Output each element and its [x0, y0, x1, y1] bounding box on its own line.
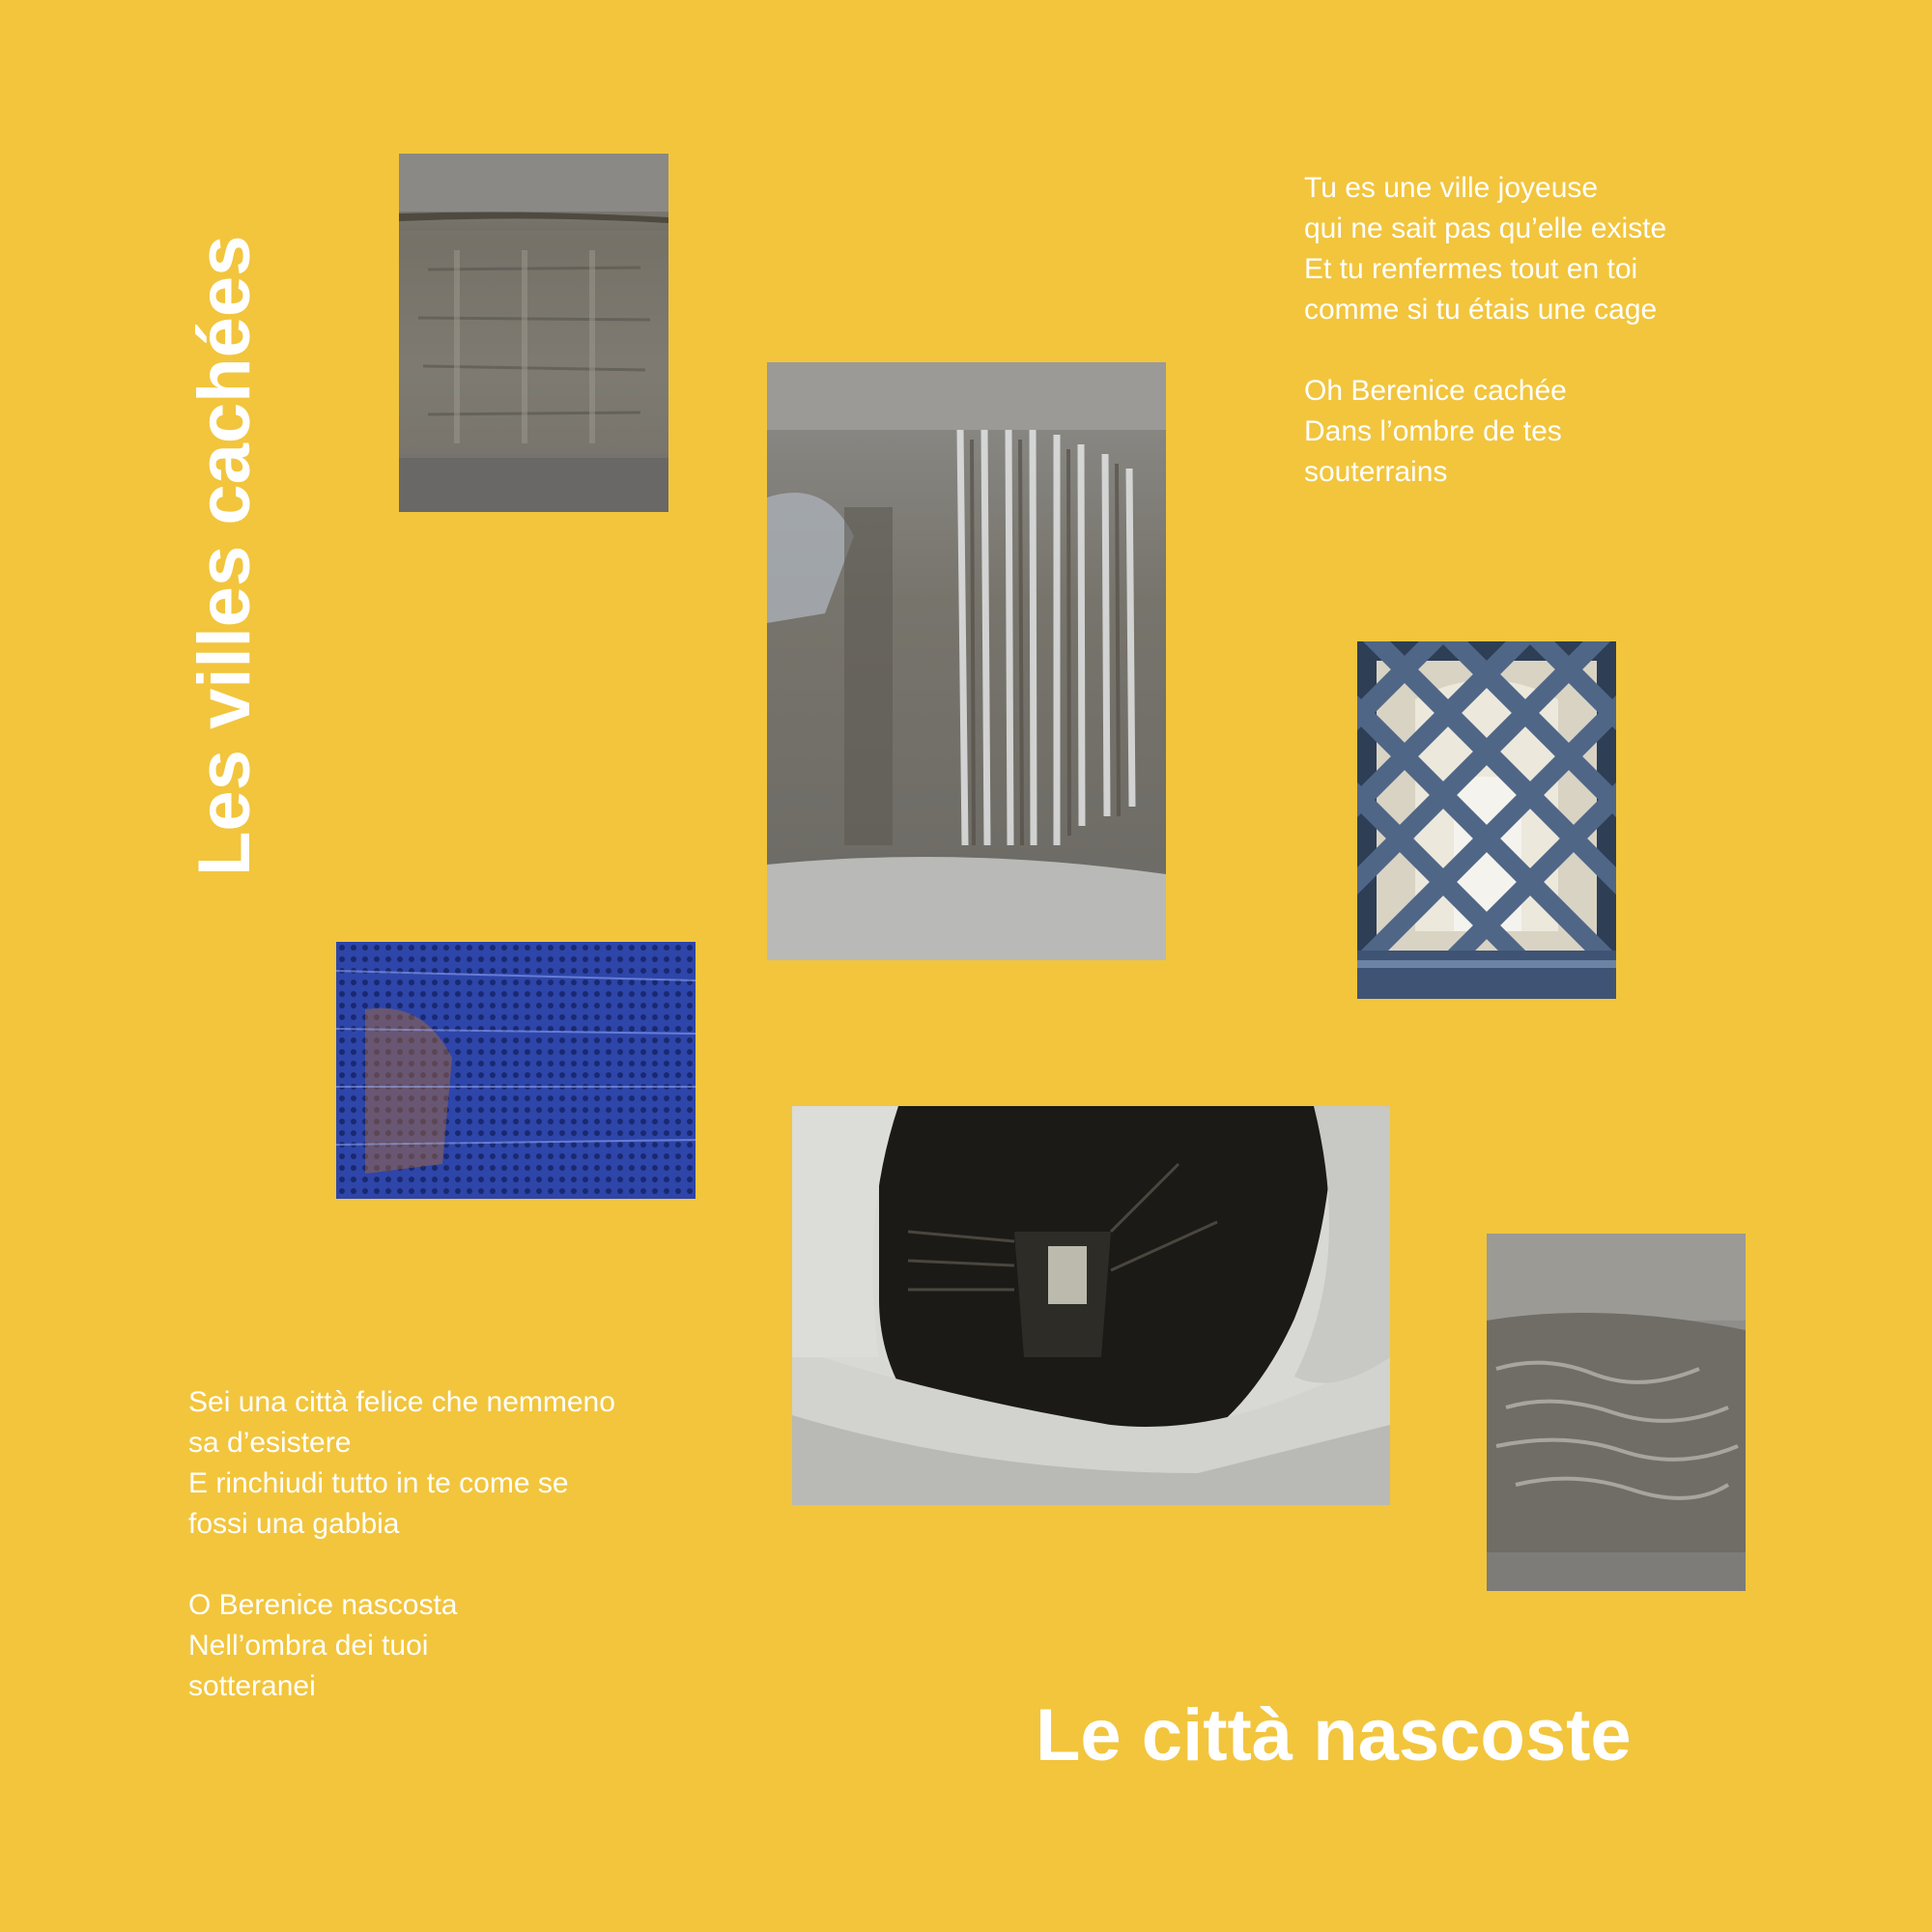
- poem-line: fossi una gabbia: [188, 1508, 400, 1540]
- stanza-gap: [188, 1545, 615, 1585]
- poem-line: Nell’ombra dei tuoi: [188, 1630, 429, 1662]
- photo-blue-lattice: [1357, 641, 1616, 999]
- poem-line: sa d’esistere: [188, 1427, 352, 1459]
- photo-puddle-ripples: [1487, 1234, 1746, 1591]
- poem-line: Sei una città felice che nemmeno: [188, 1386, 615, 1418]
- poem-french: [1304, 168, 1666, 493]
- photo-corridor-grate: [792, 1106, 1390, 1505]
- poem-line: sotteranei: [188, 1670, 316, 1702]
- poem-line: souterrains: [1304, 456, 1448, 488]
- photo-puddle-reflection: [399, 154, 668, 512]
- poem-line: Tu es une ville joyeuse: [1304, 172, 1599, 204]
- poem-line: E rinchiudi tutto in te come se: [188, 1467, 569, 1499]
- poem-line: Oh Berenice cachée: [1304, 375, 1567, 407]
- poem-line: Et tu renfermes tout en toi: [1304, 253, 1638, 285]
- photo-puddle-railings: [767, 362, 1166, 960]
- title-italian: Le città nascoste: [1036, 1694, 1632, 1776]
- poem-line: Dans l’ombre de tes: [1304, 415, 1562, 447]
- poem-line: comme si tu étais une cage: [1304, 294, 1658, 326]
- poem-italian: [188, 1382, 615, 1707]
- photo-blue-net: [336, 942, 696, 1199]
- title-french: Les villes cachées: [184, 235, 266, 876]
- poem-line: O Berenice nascosta: [188, 1589, 458, 1621]
- poem-line: qui ne sait pas qu’elle existe: [1304, 213, 1667, 244]
- stanza-gap: [1304, 330, 1666, 371]
